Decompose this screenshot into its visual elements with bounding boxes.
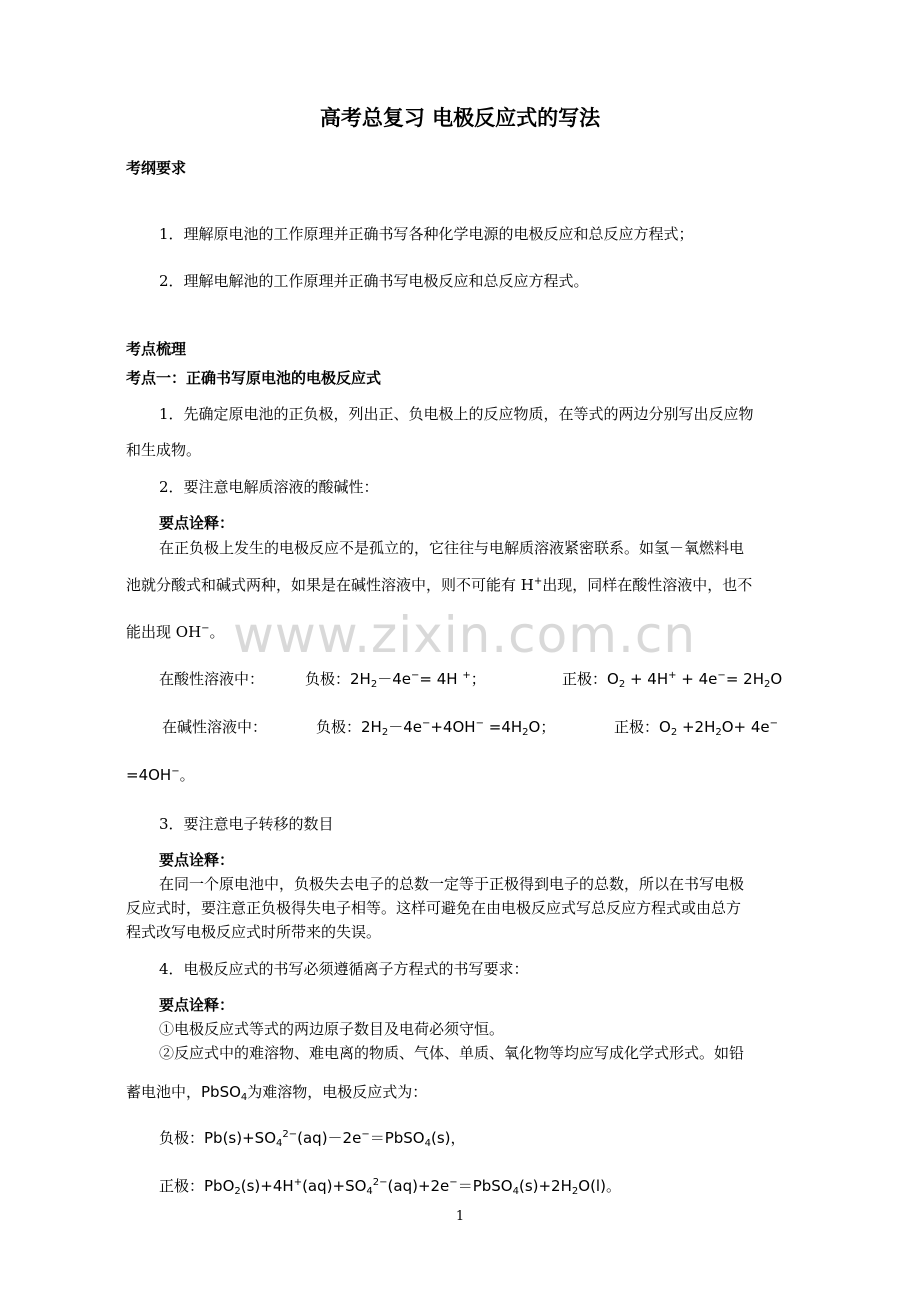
note2-line2: 池就分酸式和碱式两种，如果是在碱性溶液中，则不可能有 H+出现，同样在酸性溶液中，也不 xyxy=(126,576,753,594)
note4-item2-line1: ②反应式中的难溶物、难电离的物质、气体、单质、氧化物等均应写成化学式形式。如铅 xyxy=(159,1044,745,1062)
note4-item1: ①电极反应式等式的两边原子数目及电荷必须守恒。 xyxy=(159,1020,505,1038)
point4: 4．电极反应式的书写必须遵循离子方程式的书写要求： xyxy=(159,960,529,978)
acid-positive-equation: 正极：$O_2 + 4H^+ + 4e^-= 2H_2O$ xyxy=(562,670,783,690)
point1-line1: 1．先确定原电池的正负极，列出正、负电极上的反应物质，在等式的两边分别写出反应物 xyxy=(159,405,754,423)
point2: 2．要注意电解质溶液的酸碱性： xyxy=(159,478,379,496)
note2-line3: 能出现 OH−。 xyxy=(126,623,225,641)
syllabus-item-2: 2．理解电解池的工作原理并正确书写电极反应和总反应方程式。 xyxy=(159,272,589,290)
syllabus-item-1: 1．理解原电池的工作原理并正确书写各种化学电源的电极反应和总反应方程式； xyxy=(159,225,694,243)
page-number: 1 xyxy=(455,1209,465,1224)
note2-line1: 在正负极上发生的电极反应不是孤立的，它往往与电解质溶液紧密联系。如氢－氧燃料电 xyxy=(159,539,745,557)
lead-positive-equation: 正极：$PbO_2(s)+4H^+(aq)+SO_4^{2-}(aq)+2e^-=PbSO_4(s)+2H_2O(l)$。 xyxy=(159,1177,621,1197)
section-heading-syllabus: 考纲要求 xyxy=(126,159,187,177)
point1-line2: 和生成物。 xyxy=(126,441,202,459)
point-one-heading: 考点一：正确书写原电池的电极反应式 xyxy=(126,369,382,387)
note-label: 要点诠释： xyxy=(159,514,235,532)
alkaline-solution-label: 在碱性溶液中： xyxy=(162,718,268,736)
lead-negative-equation: 负极：$Pb(s)+SO_4^{2-}(aq)-2e^-=PbSO_4(s)$， xyxy=(159,1129,466,1149)
page-title: 高考总复习 电极反应式的写法 xyxy=(319,105,601,130)
note-label-4: 要点诠释： xyxy=(159,996,235,1014)
point3: 3．要注意电子转移的数目 xyxy=(159,815,334,833)
watermark: www.zixin.com.cn xyxy=(233,606,697,664)
note3-line3: 程式改写电极反应式时所带来的失误。 xyxy=(126,923,382,941)
section-heading-points: 考点梳理 xyxy=(126,340,187,358)
alkaline-positive-continued: =4OH−。 xyxy=(126,766,195,784)
note4-item2-line2: 蓄电池中，PbSO$_4$为难溶物，电极反应式为： xyxy=(126,1083,428,1103)
acid-solution-label: 在酸性溶液中： xyxy=(159,670,265,688)
note3-line1: 在同一个原电池中，负极失去电子的总数一定等于正极得到电子的总数，所以在书写电极 xyxy=(159,875,745,893)
alkaline-positive-equation: 正极：$O_2 +2H_2O+ 4e^-$ xyxy=(614,718,779,738)
alkaline-negative-equation: 负极：$2H_2-4e^-+4OH^- =4H_2O$； xyxy=(316,718,556,738)
note-label-3: 要点诠释： xyxy=(159,851,235,869)
note3-line2: 反应式时，要注意正负极得失电子相等。这样可避免在由电极反应式写总反应方程式或由总方 xyxy=(126,899,742,917)
acid-negative-equation: 负极：$2H_2-4e^-= 4H$ +； xyxy=(305,670,486,690)
